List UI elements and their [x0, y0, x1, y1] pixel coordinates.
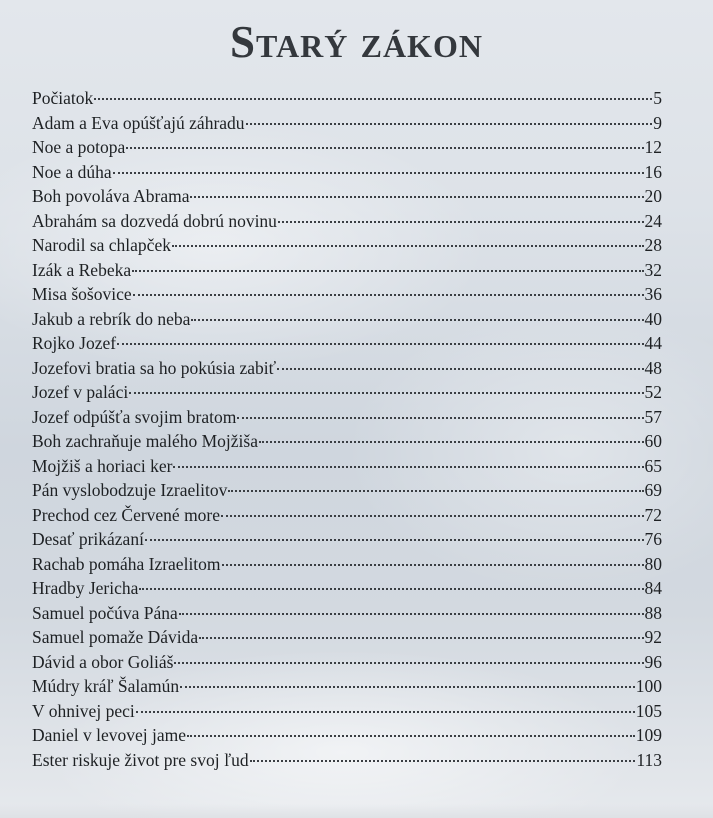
- toc-entry-title: Samuel počúva Pána: [32, 602, 178, 623]
- toc-dot-leader: [259, 440, 644, 443]
- toc-entry-page-number: 12: [644, 137, 662, 157]
- toc-dot-leader: [228, 489, 643, 492]
- toc-entry-title: Mojžiš a horiaci ker: [32, 455, 173, 476]
- toc-entry-page-number: 65: [644, 455, 662, 476]
- toc-dot-leader: [133, 293, 644, 296]
- toc-entry: [32, 503, 662, 528]
- toc-entry: [32, 748, 662, 773]
- toc-entry-title: Rojko Jozef: [32, 333, 117, 353]
- toc-entry-page-number: 16: [644, 161, 662, 182]
- toc-entry-page-number: 69: [644, 480, 662, 500]
- toc-entry-title: Prechod cez Červené more: [32, 504, 221, 525]
- toc-entry-title: V ohnivej peci: [32, 700, 135, 721]
- toc-entry: [32, 454, 662, 479]
- toc-dot-leader: [199, 636, 643, 639]
- toc-entry-title: Samuel pomaže Dávida: [32, 627, 199, 647]
- toc-dot-leader: [129, 391, 643, 394]
- toc-entry-page-number: 84: [644, 578, 662, 598]
- toc-entry: [32, 625, 662, 650]
- toc-entry: [32, 380, 662, 405]
- toc-entry-page-number: 113: [636, 749, 662, 770]
- toc-entry-page-number: 20: [644, 186, 662, 206]
- page-title: Starý zákon: [230, 17, 483, 67]
- toc-dot-leader: [187, 734, 635, 737]
- toc-entry: [32, 258, 662, 283]
- toc-entry-title: Jozef odpúšťa svojim bratom: [32, 406, 237, 427]
- toc-entry-title: Izák a Rebeka: [32, 259, 132, 280]
- toc-entry: [32, 723, 662, 748]
- toc-entry-page-number: 100: [635, 676, 662, 696]
- toc-entry: [32, 184, 662, 209]
- toc-entry: [32, 674, 662, 699]
- toc-entry-title: Boh povoláva Abrama: [32, 186, 190, 206]
- toc-entry-page-number: 105: [635, 700, 662, 721]
- toc-entry-page-number: 36: [644, 284, 662, 304]
- toc-entry: [32, 356, 662, 381]
- toc-entry: [32, 307, 662, 332]
- toc-dot-leader: [222, 563, 644, 566]
- toc-dot-leader: [136, 710, 635, 713]
- toc-entry-title: Rachab pomáha Izraelitom: [32, 553, 221, 574]
- toc-entry-page-number: 57: [644, 406, 662, 427]
- toc-entry-page-number: 60: [644, 431, 662, 451]
- toc-entry-title: Jozefovi bratia sa ho pokúsia zabiť: [32, 357, 277, 378]
- toc-entry: [32, 86, 662, 111]
- toc-entry-title: Narodil sa chlapček: [32, 235, 171, 255]
- toc-entry: [32, 429, 662, 454]
- toc-entry-page-number: 32: [644, 259, 662, 280]
- toc-entry: [32, 478, 662, 503]
- toc-entry-title: Noe a potopa: [32, 137, 126, 157]
- toc-entry-title: Jozef v paláci: [32, 382, 129, 402]
- toc-entry-title: Jakub a rebrík do neba: [32, 308, 191, 329]
- toc-dot-leader: [190, 195, 643, 198]
- toc-dot-leader: [179, 612, 644, 615]
- toc-dot-leader: [250, 759, 636, 762]
- toc-entry: [32, 552, 662, 577]
- toc-dot-leader: [173, 465, 643, 468]
- toc-dot-leader: [117, 342, 643, 345]
- page-edge-shadow: [0, 804, 713, 818]
- toc-dot-leader: [145, 538, 644, 541]
- toc-dot-leader: [172, 244, 644, 247]
- toc-entry-page-number: 109: [635, 725, 662, 745]
- toc-entry-title: Ester riskuje život pre svoj ľud: [32, 749, 249, 770]
- toc-entry: [32, 650, 662, 675]
- toc-entry: [32, 699, 662, 724]
- toc-entry: [32, 601, 662, 626]
- toc-entry-title: Misa šošovice: [32, 284, 132, 304]
- toc-entry-page-number: 92: [644, 627, 662, 647]
- toc-entry-page-number: 48: [644, 357, 662, 378]
- toc-entry-page-number: 9: [653, 112, 662, 133]
- toc-entry: [32, 331, 662, 356]
- toc-entry: [32, 527, 662, 552]
- toc-dot-leader: [94, 97, 652, 100]
- toc-entry-page-number: 5: [653, 88, 662, 108]
- toc-entry-title: Desať prikázaní: [32, 529, 144, 549]
- toc-dot-leader: [139, 587, 643, 590]
- toc-entry-title: Počiatok: [32, 88, 94, 108]
- toc-entry: [32, 135, 662, 160]
- toc-dot-leader: [221, 514, 643, 517]
- toc-dot-leader: [246, 122, 653, 125]
- toc-dot-leader: [126, 146, 643, 149]
- toc-entry-page-number: 24: [644, 210, 662, 231]
- toc-entry: [32, 160, 662, 185]
- toc-entry: [32, 209, 662, 234]
- toc-entry-title: Múdry kráľ Šalamún: [32, 676, 180, 696]
- toc-entry-title: Pán vyslobodzuje Izraelitov: [32, 480, 228, 500]
- toc-dot-leader: [174, 661, 643, 664]
- toc-entry: [32, 233, 662, 258]
- toc-dot-leader: [277, 367, 643, 370]
- toc-dot-leader: [132, 269, 643, 272]
- toc-entry-title: Dávid a obor Goliáš: [32, 651, 174, 672]
- toc-entry: [32, 111, 662, 136]
- toc-entry-title: Hradby Jericha: [32, 578, 139, 598]
- toc-entry-title: Adam a Eva opúšťajú záhradu: [32, 112, 245, 133]
- toc-entry-page-number: 40: [644, 308, 662, 329]
- table-of-contents: [32, 86, 662, 772]
- toc-entry-title: Abrahám sa dozvedá dobrú novinu: [32, 210, 277, 231]
- toc-dot-leader: [113, 171, 644, 174]
- toc-entry: [32, 282, 662, 307]
- toc-entry-title: Noe a dúha: [32, 161, 112, 182]
- toc-dot-leader: [180, 685, 635, 688]
- toc-entry-page-number: 52: [644, 382, 662, 402]
- toc-dot-leader: [278, 220, 644, 223]
- toc-entry-page-number: 44: [644, 333, 662, 353]
- toc-entry-page-number: 72: [644, 504, 662, 525]
- toc-dot-leader: [191, 318, 643, 321]
- toc-entry-page-number: 80: [644, 553, 662, 574]
- toc-entry-page-number: 28: [644, 235, 662, 255]
- toc-entry-page-number: 96: [644, 651, 662, 672]
- toc-entry: [32, 576, 662, 601]
- toc-entry-page-number: 76: [644, 529, 662, 549]
- toc-dot-leader: [237, 416, 643, 419]
- toc-entry-page-number: 88: [644, 602, 662, 623]
- toc-entry: [32, 405, 662, 430]
- toc-entry-title: Boh zachraňuje malého Mojžiša: [32, 431, 258, 451]
- toc-entry-title: Daniel v levovej jame: [32, 725, 187, 745]
